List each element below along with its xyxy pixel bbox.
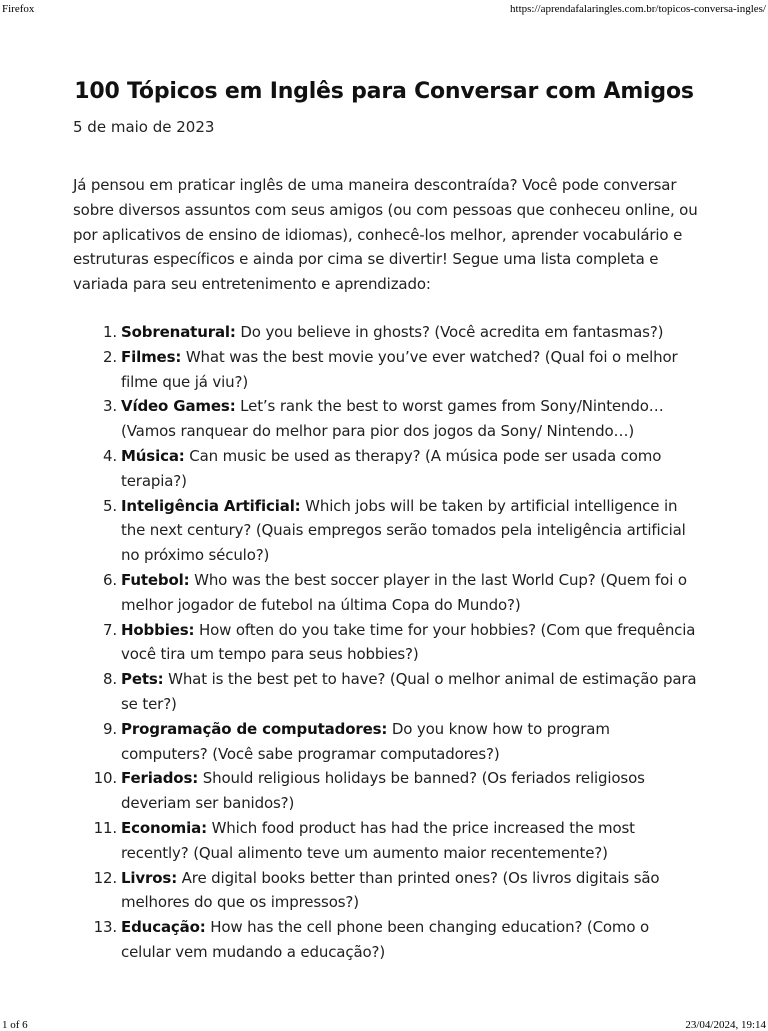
list-item <box>73 320 698 345</box>
topic-label: Programação de computadores: <box>121 719 388 738</box>
topic-label: Futebol: <box>121 570 190 589</box>
list-item <box>73 915 698 965</box>
list-item <box>73 568 698 618</box>
list-number: 7. <box>102 620 117 639</box>
list-number: 10. <box>93 769 117 788</box>
list-item <box>73 717 698 767</box>
topic-question: Do you know how to program computers? (Você sabe programar computadores?) <box>121 719 610 763</box>
topic-question: Which food product has had the price increased the most recently? (Qual alimento teve um aumento maior recentemente?) <box>121 818 635 862</box>
list-number: 12. <box>93 868 117 887</box>
list-item <box>73 816 698 866</box>
topic-label: Música: <box>121 446 185 465</box>
topic-label: Vídeo Games: <box>121 397 236 416</box>
topic-label: Livros: <box>121 868 178 887</box>
list-number: 13. <box>93 918 117 937</box>
post-date: 5 de maio de 2023 <box>73 118 215 136</box>
list-item <box>73 667 698 717</box>
list-item <box>73 394 698 444</box>
list-item <box>73 345 698 395</box>
list-item <box>73 618 698 668</box>
topic-question: Should religious holidays be banned? (Os feriados religiosos deveriam ser banidos?) <box>121 769 645 813</box>
list-number: 9. <box>102 719 117 738</box>
topic-question: Do you believe in ghosts? (Você acredita em fantasmas?) <box>235 323 664 341</box>
browser-name: Firefox <box>2 3 35 15</box>
list-item <box>73 766 698 816</box>
page-title: 100 Tópicos em Inglês para Conversar com Amigos <box>74 79 694 104</box>
topic-question: Let’s rank the best to worst games from Sony/Nintendo… (Vamos ranquear do melhor para pior dos jogos da Sony/ Nintendo…) <box>121 397 664 441</box>
topic-label: Educação: <box>121 918 206 937</box>
list-item <box>73 494 698 568</box>
page-url[interactable]: https://aprendafalaringles.com.br/topicos-conversa-ingles/ <box>510 3 766 15</box>
list-number: 1. <box>102 323 117 341</box>
page-indicator: 1 of 6 <box>2 1019 28 1031</box>
topic-label: Economia: <box>121 818 207 837</box>
topic-list <box>73 320 698 965</box>
topic-label: Hobbies: <box>121 620 195 639</box>
topic-label: Pets: <box>121 670 164 689</box>
list-number: 3. <box>102 397 117 416</box>
print-timestamp: 23/04/2024, 19:14 <box>685 1019 766 1031</box>
topic-question: Who was the best soccer player in the last World Cup? (Quem foi o melhor jogador de futebol na última Copa do Mundo?) <box>121 570 687 614</box>
topic-label: Feriados: <box>121 769 199 788</box>
list-item <box>73 866 698 916</box>
topic-label: Sobrenatural: <box>121 323 236 341</box>
topic-question: Which jobs will be taken by artificial intelligence in the next century? (Quais empregos serão tomados pela inteligência artificial no próximo século?) <box>121 496 686 565</box>
topic-question: How has the cell phone been changing education? (Como o celular vem mudando a educação?) <box>121 918 650 961</box>
list-number: 8. <box>102 670 117 689</box>
list-number: 5. <box>102 496 117 515</box>
list-number: 4. <box>102 446 117 465</box>
list-number: 6. <box>102 570 117 589</box>
topic-question: How often do you take time for your hobbies? (Com que frequência você tira um tempo para seus hobbies?) <box>121 620 696 664</box>
topic-question: What was the best movie you’ve ever watched? (Qual foi o melhor filme que já viu?) <box>121 347 678 391</box>
topic-label: Inteligência Artificial: <box>121 496 301 515</box>
list-number: 2. <box>102 347 117 366</box>
topic-question: What is the best pet to have? (Qual o melhor animal de estimação para se ter?) <box>121 670 697 713</box>
topic-label: Filmes: <box>121 347 182 366</box>
topic-question: Can music be used as therapy? (A música pode ser usada como terapia?) <box>121 446 662 490</box>
topic-question: Are digital books better than printed ones? (Os livros digitais são melhores do que os impressos?) <box>121 868 660 912</box>
list-item <box>73 444 698 494</box>
list-number: 11. <box>93 818 117 837</box>
intro-paragraph: Já pensou em praticar inglês de uma maneira descontraída? Você pode conversar sobre diversos assuntos com seus amigos (ou com pessoas que conheceu online, ou por aplicativos de ensino de idiomas), conhecê-los melhor, aprender vocabulário e estruturas específicos e ainda por cima se divertir! Segue uma lista completa e variada para seu entretenimento e aprendizado: <box>73 176 698 294</box>
